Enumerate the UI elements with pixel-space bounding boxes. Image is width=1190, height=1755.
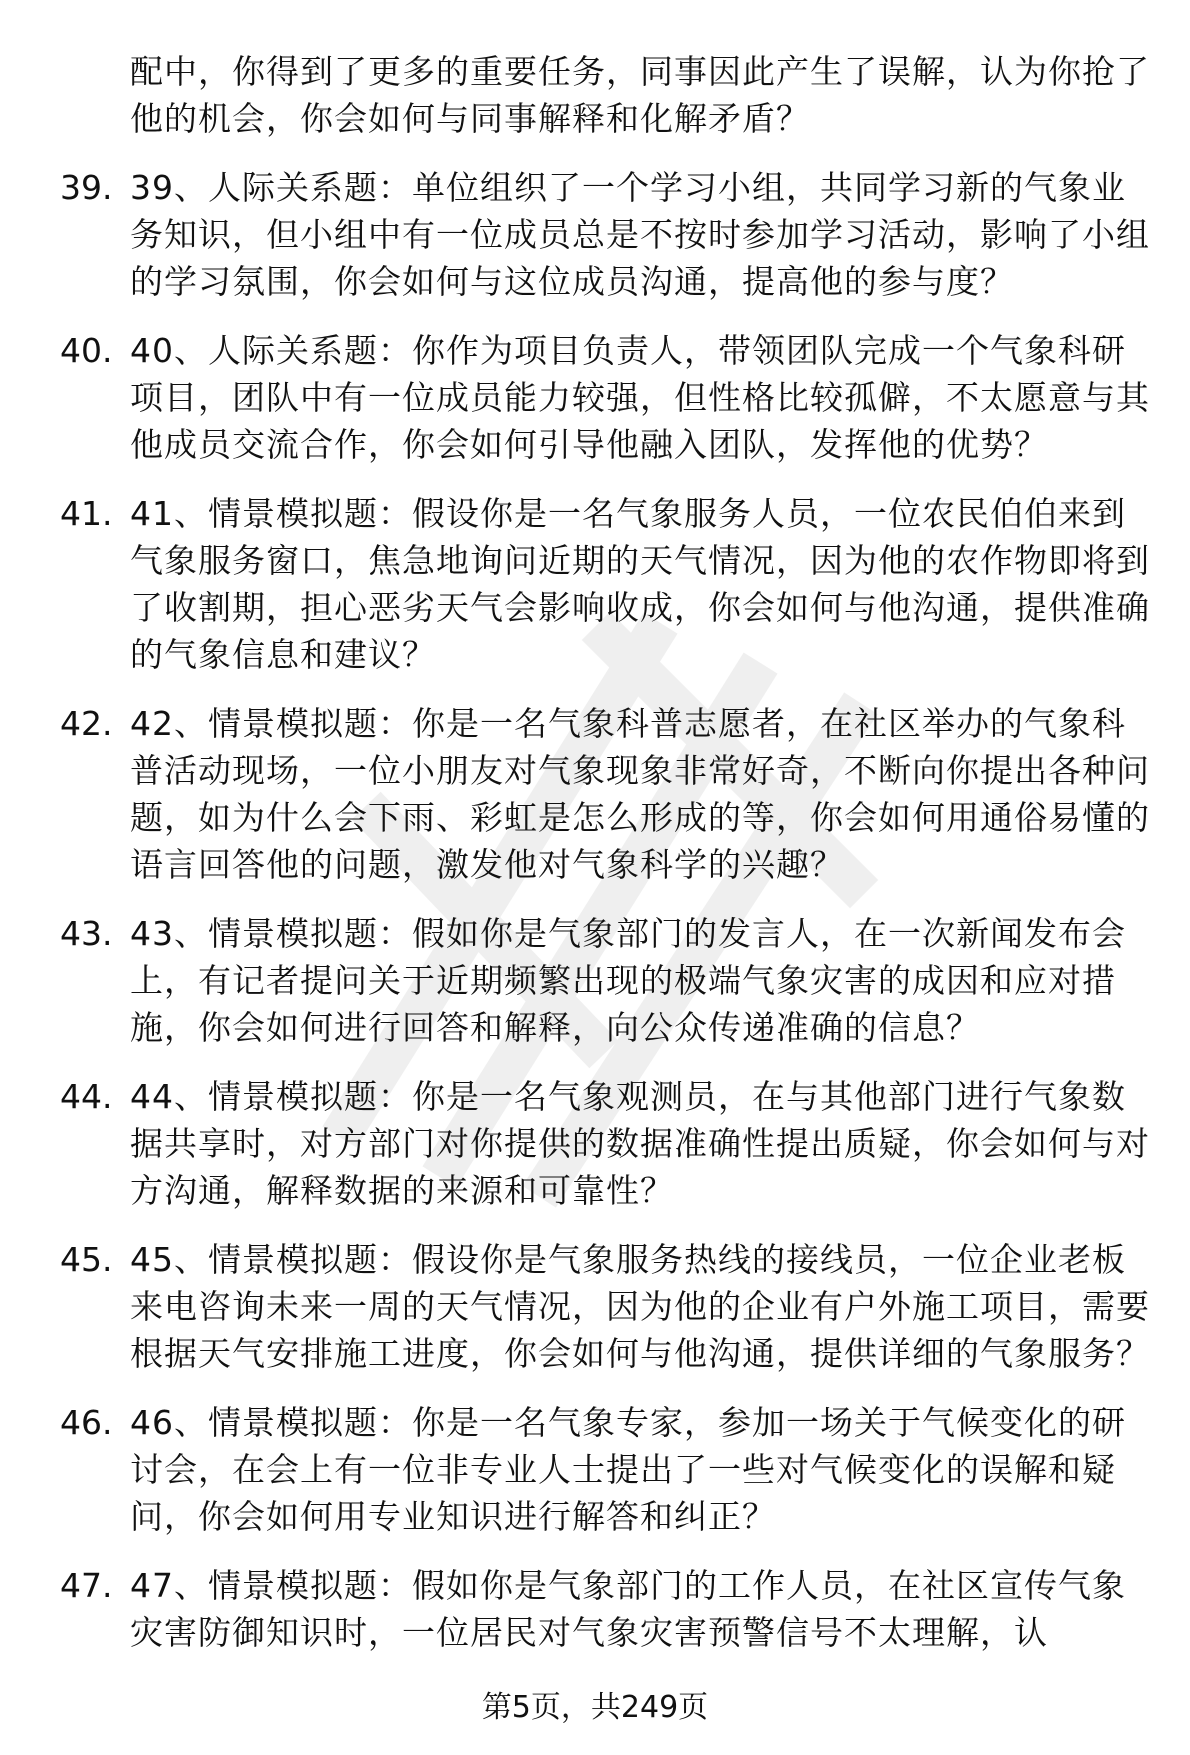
- page-footer: 第5页，共249页: [481, 1690, 709, 1725]
- list-number: 45.: [60, 1240, 113, 1279]
- list-number: 42.: [60, 704, 113, 743]
- list-item: [60, 490, 1150, 678]
- list-number: 39.: [60, 168, 113, 207]
- list-item-text: 44、情景模拟题：你是一名气象观测员，在与其他部门进行气象数据共享时，对方部门对你提供的数据准确性提出质疑，你会如何与对方沟通，解释数据的来源和可靠性？: [130, 1077, 1150, 1210]
- list-item-text: 39、人际关系题：单位组织了一个学习小组，共同学习新的气象业务知识，但小组中有一位成员总是不按时参加学习活动，影响了小组的学习氛围，你会如何与这位成员沟通，提高他的参与度？: [130, 168, 1150, 301]
- list-item-text: 43、情景模拟题：假如你是气象部门的发言人，在一次新闻发布会上，有记者提问关于近期频繁出现的极端气象灾害的成因和应对措施，你会如何进行回答和解释，向公众传递准确的信息？: [130, 914, 1126, 1047]
- list-item-text: 配中，你得到了更多的重要任务，同事因此产生了误解，认为你抢了他的机会，你会如何与同事解释和化解矛盾？: [130, 52, 1150, 138]
- list-item-continuation: [60, 48, 1150, 142]
- list-number: 44.: [60, 1077, 113, 1116]
- list-item: [60, 1073, 1150, 1214]
- list-item-text: 40、人际关系题：你作为项目负责人，带领团队完成一个气象科研项目，团队中有一位成员能力较强，但性格比较孤僻，不太愿意与其他成员交流合作，你会如何引导他融入团队，发挥他的优势？: [130, 331, 1150, 464]
- list-number: 47.: [60, 1566, 113, 1605]
- list-item: [60, 1562, 1150, 1656]
- list-item: [60, 327, 1150, 468]
- list-item-text: 42、情景模拟题：你是一名气象科普志愿者，在社区举办的气象科普活动现场，一位小朋友对气象现象非常好奇，不断向你提出各种问题，如为什么会下雨、彩虹是怎么形成的等，你会如何用通俗易懂的语言回答他的问题，激发他对气象科学的兴趣？: [130, 704, 1150, 884]
- question-list: [60, 48, 1150, 1678]
- list-item: [60, 700, 1150, 888]
- list-number: 43.: [60, 914, 113, 953]
- list-item: [60, 1399, 1150, 1540]
- list-number: 41.: [60, 494, 113, 533]
- list-number: 46.: [60, 1403, 113, 1442]
- list-item-text: 45、情景模拟题：假设你是气象服务热线的接线员，一位企业老板来电咨询未来一周的天气情况，因为他的企业有户外施工项目，需要根据天气安排施工进度，你会如何与他沟通，提供详细的气象服务？: [130, 1240, 1150, 1373]
- list-item: [60, 910, 1150, 1051]
- list-item-text: 46、情景模拟题：你是一名气象专家，参加一场关于气候变化的研讨会，在会上有一位非专业人士提出了一些对气候变化的误解和疑问，你会如何用专业知识进行解答和纠正？: [130, 1403, 1126, 1536]
- list-number: 40.: [60, 331, 113, 370]
- list-item-text: 41、情景模拟题：假设你是一名气象服务人员，一位农民伯伯来到气象服务窗口，焦急地询问近期的天气情况，因为他的农作物即将到了收割期，担心恶劣天气会影响收成，你会如何与他沟通，提供准确的气象信息和建议？: [130, 494, 1150, 674]
- list-item: [60, 1236, 1150, 1377]
- list-item-text: 47、情景模拟题：假如你是气象部门的工作人员，在社区宣传气象灾害防御知识时，一位居民对气象灾害预警信号不太理解，认: [130, 1566, 1126, 1652]
- list-item: [60, 164, 1150, 305]
